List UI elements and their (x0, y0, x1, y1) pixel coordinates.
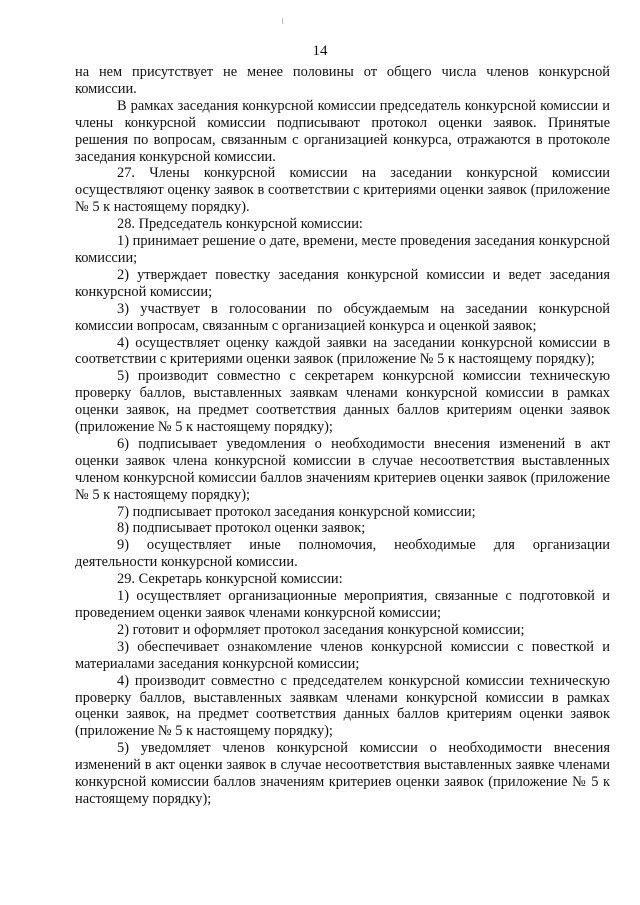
paragraph: на нем присутствует не менее половины от общего числа членов конкурсной комиссии. (75, 64, 610, 97)
paragraph: 1) принимает решение о дате, времени, месте проведения заседания конкурсной комиссии; (75, 233, 610, 266)
paragraph: 27. Члены конкурсной комиссии на заседании конкурсной комиссии осуществляют оценку заявок в соответствии с критериями оценки заявок (приложение № 5 к настоящему порядку). (75, 165, 610, 216)
paragraph: 5) производит совместно с секретарем конкурсной комиссии техническую проверку баллов, выставленных заявкам членами конкурсной комиссии в рамках оценки заявок, на предмет соответствия данных баллов критериям оценки заявок (приложение № 5 к настоящему порядку); (75, 368, 610, 436)
paragraph: 9) осуществляет иные полномочия, необходимые для организации деятельности конкурсной комиссии. (75, 537, 610, 571)
paragraph: В рамках заседания конкурсной комиссии председатель конкурсной комиссии и члены конкурсной комиссии подписывают протокол оценки заявок. Принятые решения по вопросам, связанным с организацией конкурса, отражаются в протоколе заседания конкурсной комиссии. (75, 97, 610, 165)
paragraph: 6) подписывает уведомления о необходимости внесения изменений в акт оценки заявок члена конкурсной комиссии в случае несоответствия выставленных членом конкурсной комиссии баллов значениям критериев оценки заявок (приложение № 5 к настоящему порядку); (75, 435, 610, 503)
paragraph: 1) осуществляет организационные мероприятия, связанные с подготовкой и проведением оценки заявок членами конкурсной комиссии; (75, 588, 610, 621)
paragraph: 3) обеспечивает ознакомление членов конкурсной комиссии с повесткой и материалами заседания конкурсной комиссии; (75, 638, 610, 672)
page-number: 14 (312, 43, 328, 59)
scan-mark (282, 18, 283, 24)
paragraph: 2) готовит и оформляет протокол заседания конкурсной комиссии; (117, 621, 525, 638)
paragraph: 7) подписывает протокол заседания конкурсной комиссии; (117, 503, 476, 520)
paragraph: 4) производит совместно с председателем конкурсной комиссии техническую проверку баллов, выставленных заявкам членами конкурсной комиссии в рамках оценки заявок, на предмет соответствия данных баллов критериям оценки заявок (приложение № 5 к настоящему порядку); (75, 672, 610, 740)
paragraph: 28. Председатель конкурсной комиссии: (117, 216, 363, 233)
paragraph: 29. Секретарь конкурсной комиссии: (117, 571, 343, 588)
document-body (75, 64, 610, 808)
paragraph: 2) утверждает повестку заседания конкурсной комиссии и ведет заседания конкурсной комиссии; (75, 266, 610, 300)
paragraph: 8) подписывает протокол оценки заявок; (117, 520, 366, 537)
paragraph: 3) участвует в голосовании по обсуждаемым на заседании конкурсной комиссии вопросам, связанным с организацией конкурса и оценкой заявок; (75, 300, 610, 334)
paragraph: 5) уведомляет членов конкурсной комиссии о необходимости внесения изменений в акт оценки заявок в случае несоответствия выставленных заявке членами конкурсной комиссии баллов значениям критериев оценки заявок (приложение № 5 к настоящему порядку); (75, 740, 610, 807)
paragraph: 4) осуществляет оценку каждой заявки на заседании конкурсной комиссии в соответствии с критериями оценки заявок (приложение № 5 к настоящему порядку); (75, 334, 610, 368)
